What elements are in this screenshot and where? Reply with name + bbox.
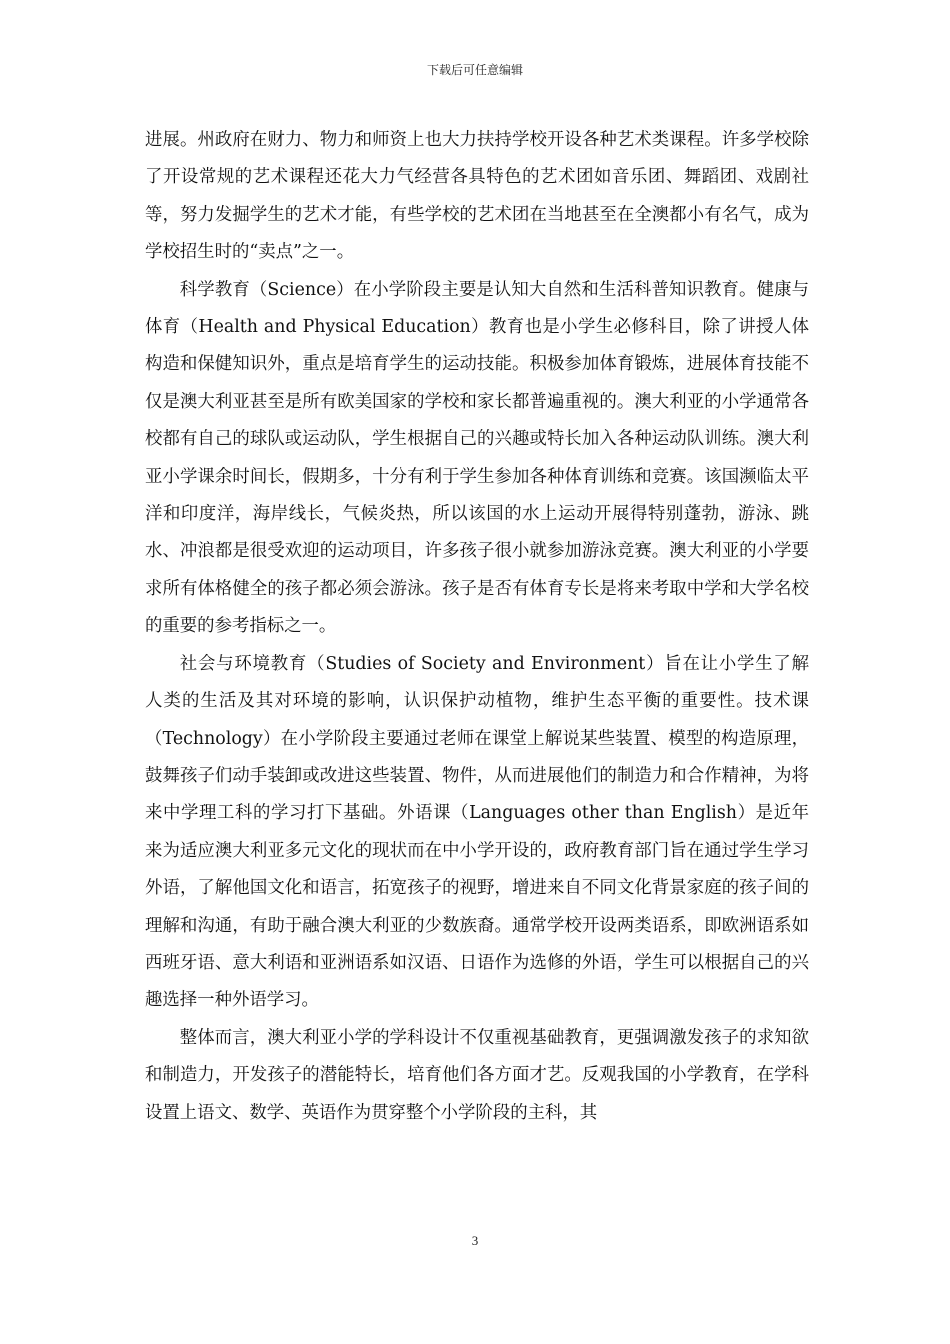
paragraph-arts: 进展。州政府在财力、物力和师资上也大力扶持学校开设各种艺术类课程。许多学校除了开设常规的艺术课程还花大力气经营各具特色的艺术团如音乐团、舞蹈团、戏剧社等，努力发掘学生的艺术才能，有些学校的艺术团在当地甚至在全澳都小有名气，成为学校招生时的“卖点”之一。 [145, 130, 809, 263]
paragraph-science-health: 科学教育（Science）在小学阶段主要是认知大自然和生活科普知识教育。健康与体育（Health and Physical Education）教育也是小学生必修科目，除了讲授人体构造和保健知识外，重点是培育学生的运动技能。积极参加体育锻炼，进展体育技能不仅是澳大利亚甚至是所有欧美国家的学校和家长都普遍重视的。澳大利亚的小学通常各校都有自己的球队或运动队，学生根据自己的兴趣或特长加入各种运动队训练。澳大利亚小学课余时间长，假期多，十分有利于学生参加各种体育训练和竞赛。该国濒临太平洋和印度洋，海岸线长，气候炎热，所以该国的水上运动开展得特别蓬勃，游泳、跳水、冲浪都是很受欢迎的运动项目，许多孩子很小就参加游泳竞赛。澳大利亚的小学要求所有体格健全的孩子都必须会游泳。孩子是否有体育专长是将来考取中学和大学名校的重要的参考指标之一。 [145, 279, 809, 637]
paragraph-summary: 整体而言，澳大利亚小学的学科设计不仅重视基础教育，更强调激发孩子的求知欲和制造力，开发孩子的潜能特长，培育他们各方面才艺。反观我国的小学教育，在学科设置上语文、数学、英语作为贯穿整个小学阶段的主科，其 [145, 1027, 809, 1123]
page-header: 下载后可任意编辑 [426, 63, 523, 77]
document-body [145, 122, 809, 1132]
paragraph-society-technology-languages: 社会与环境教育（Studies of Society and Environment）旨在让小学生了解人类的生活及其对环境的影响，认识保护动植物，维护生态平衡的重要性。技术课（Technology）在小学阶段主要通过老师在课堂上解说某些装置、模型的构造原理，鼓舞孩子们动手装卸或改进这些装置、物件，从而进展他们的制造力和合作精神，为将来中学理工科的学习打下基础。外语课（Languages other than English）是近年来为适应澳大利亚多元文化的现状而在中小学开设的，政府教育部门旨在通过学生学习外语，了解他国文化和语言，拓宽孩子的视野，增进来自不同文化背景家庭的孩子间的理解和沟通，有助于融合澳大利亚的少数族裔。通常学校开设两类语系，即欧洲语系如西班牙语、意大利语和亚洲语系如汉语、日语作为选修的外语，学生可以根据自己的兴趣选择一种外语学习。 [145, 653, 809, 1011]
page-number: 3 [471, 1233, 479, 1248]
